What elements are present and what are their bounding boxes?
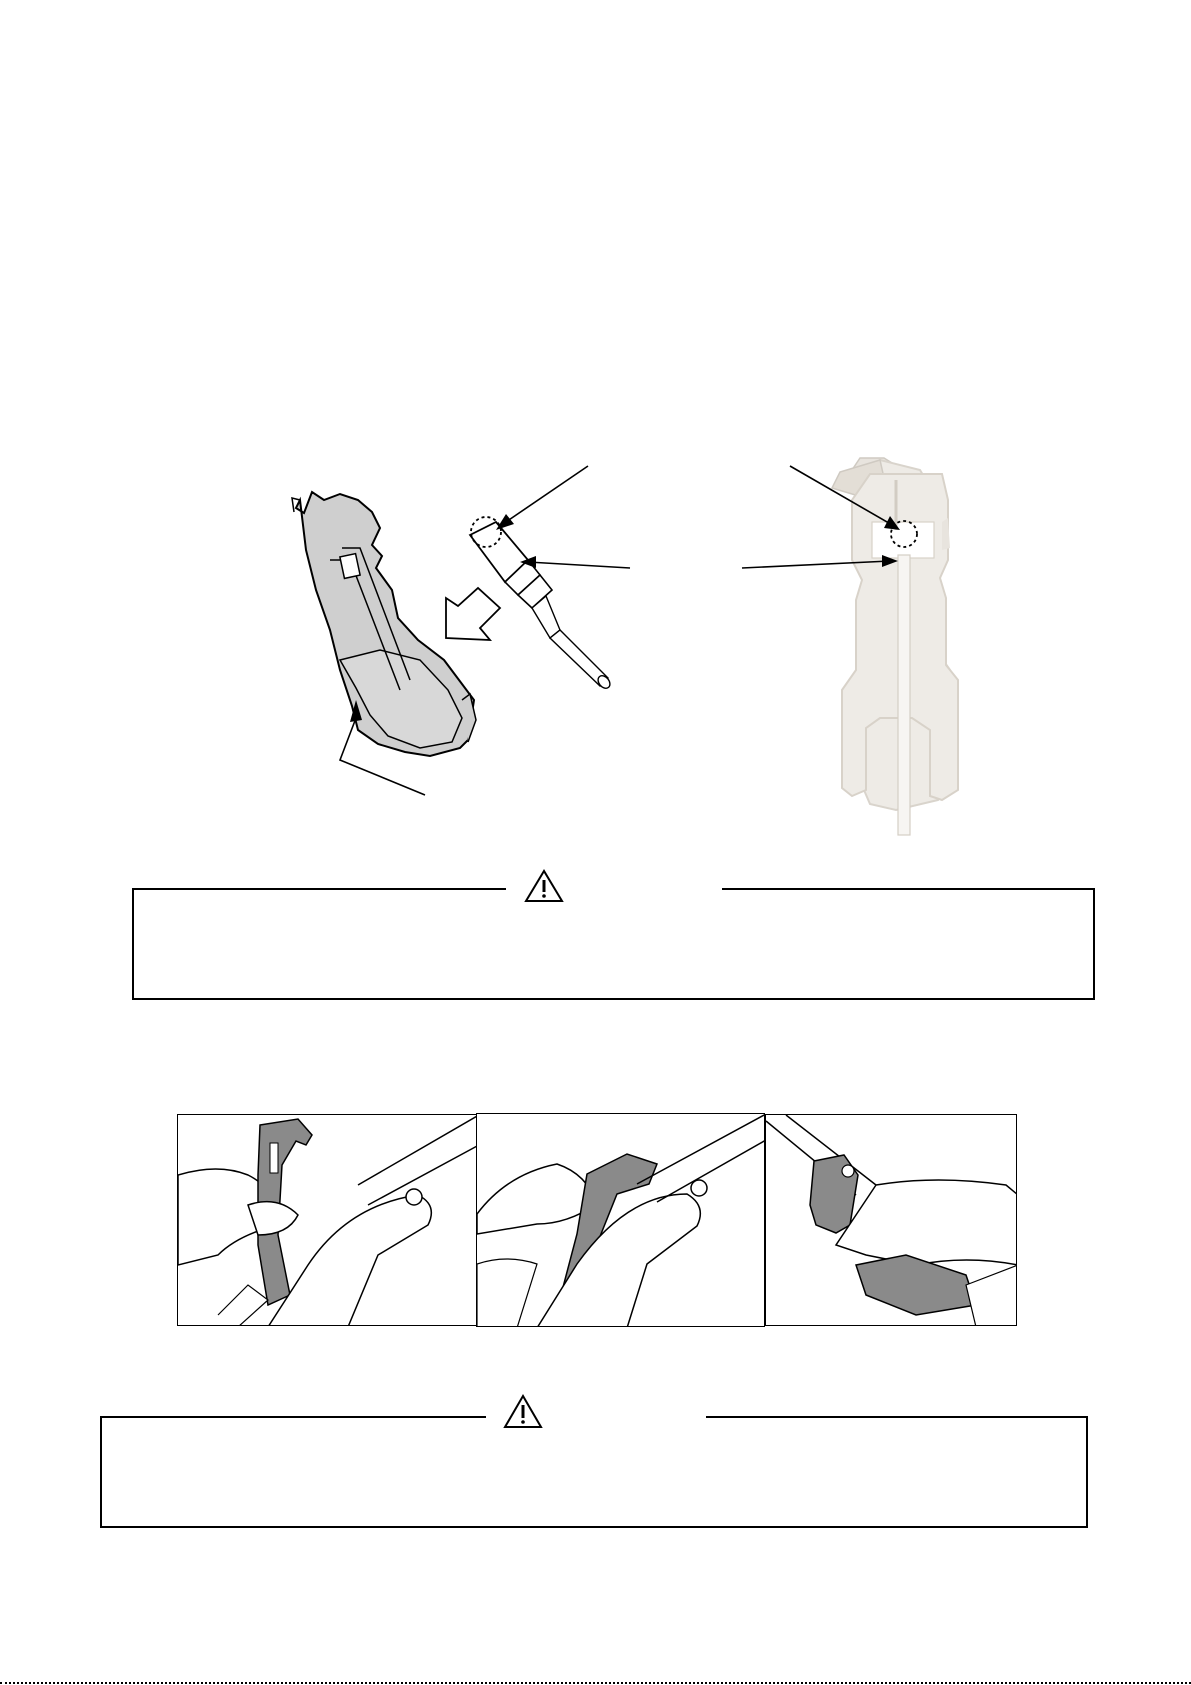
caution-box-1	[132, 888, 1095, 1000]
step-hand-attach-1	[177, 1114, 478, 1326]
page-bottom-rule	[0, 1682, 1191, 1684]
warning-triangle-icon	[486, 1391, 706, 1431]
step-hand-attach-2	[476, 1113, 765, 1327]
assembled-sensor-icon	[832, 458, 958, 835]
step-hand-attach-3	[765, 1114, 1017, 1326]
caution-box-2	[100, 1416, 1088, 1528]
warning-triangle-icon	[506, 866, 722, 904]
direction-arrow-icon	[445, 588, 502, 640]
